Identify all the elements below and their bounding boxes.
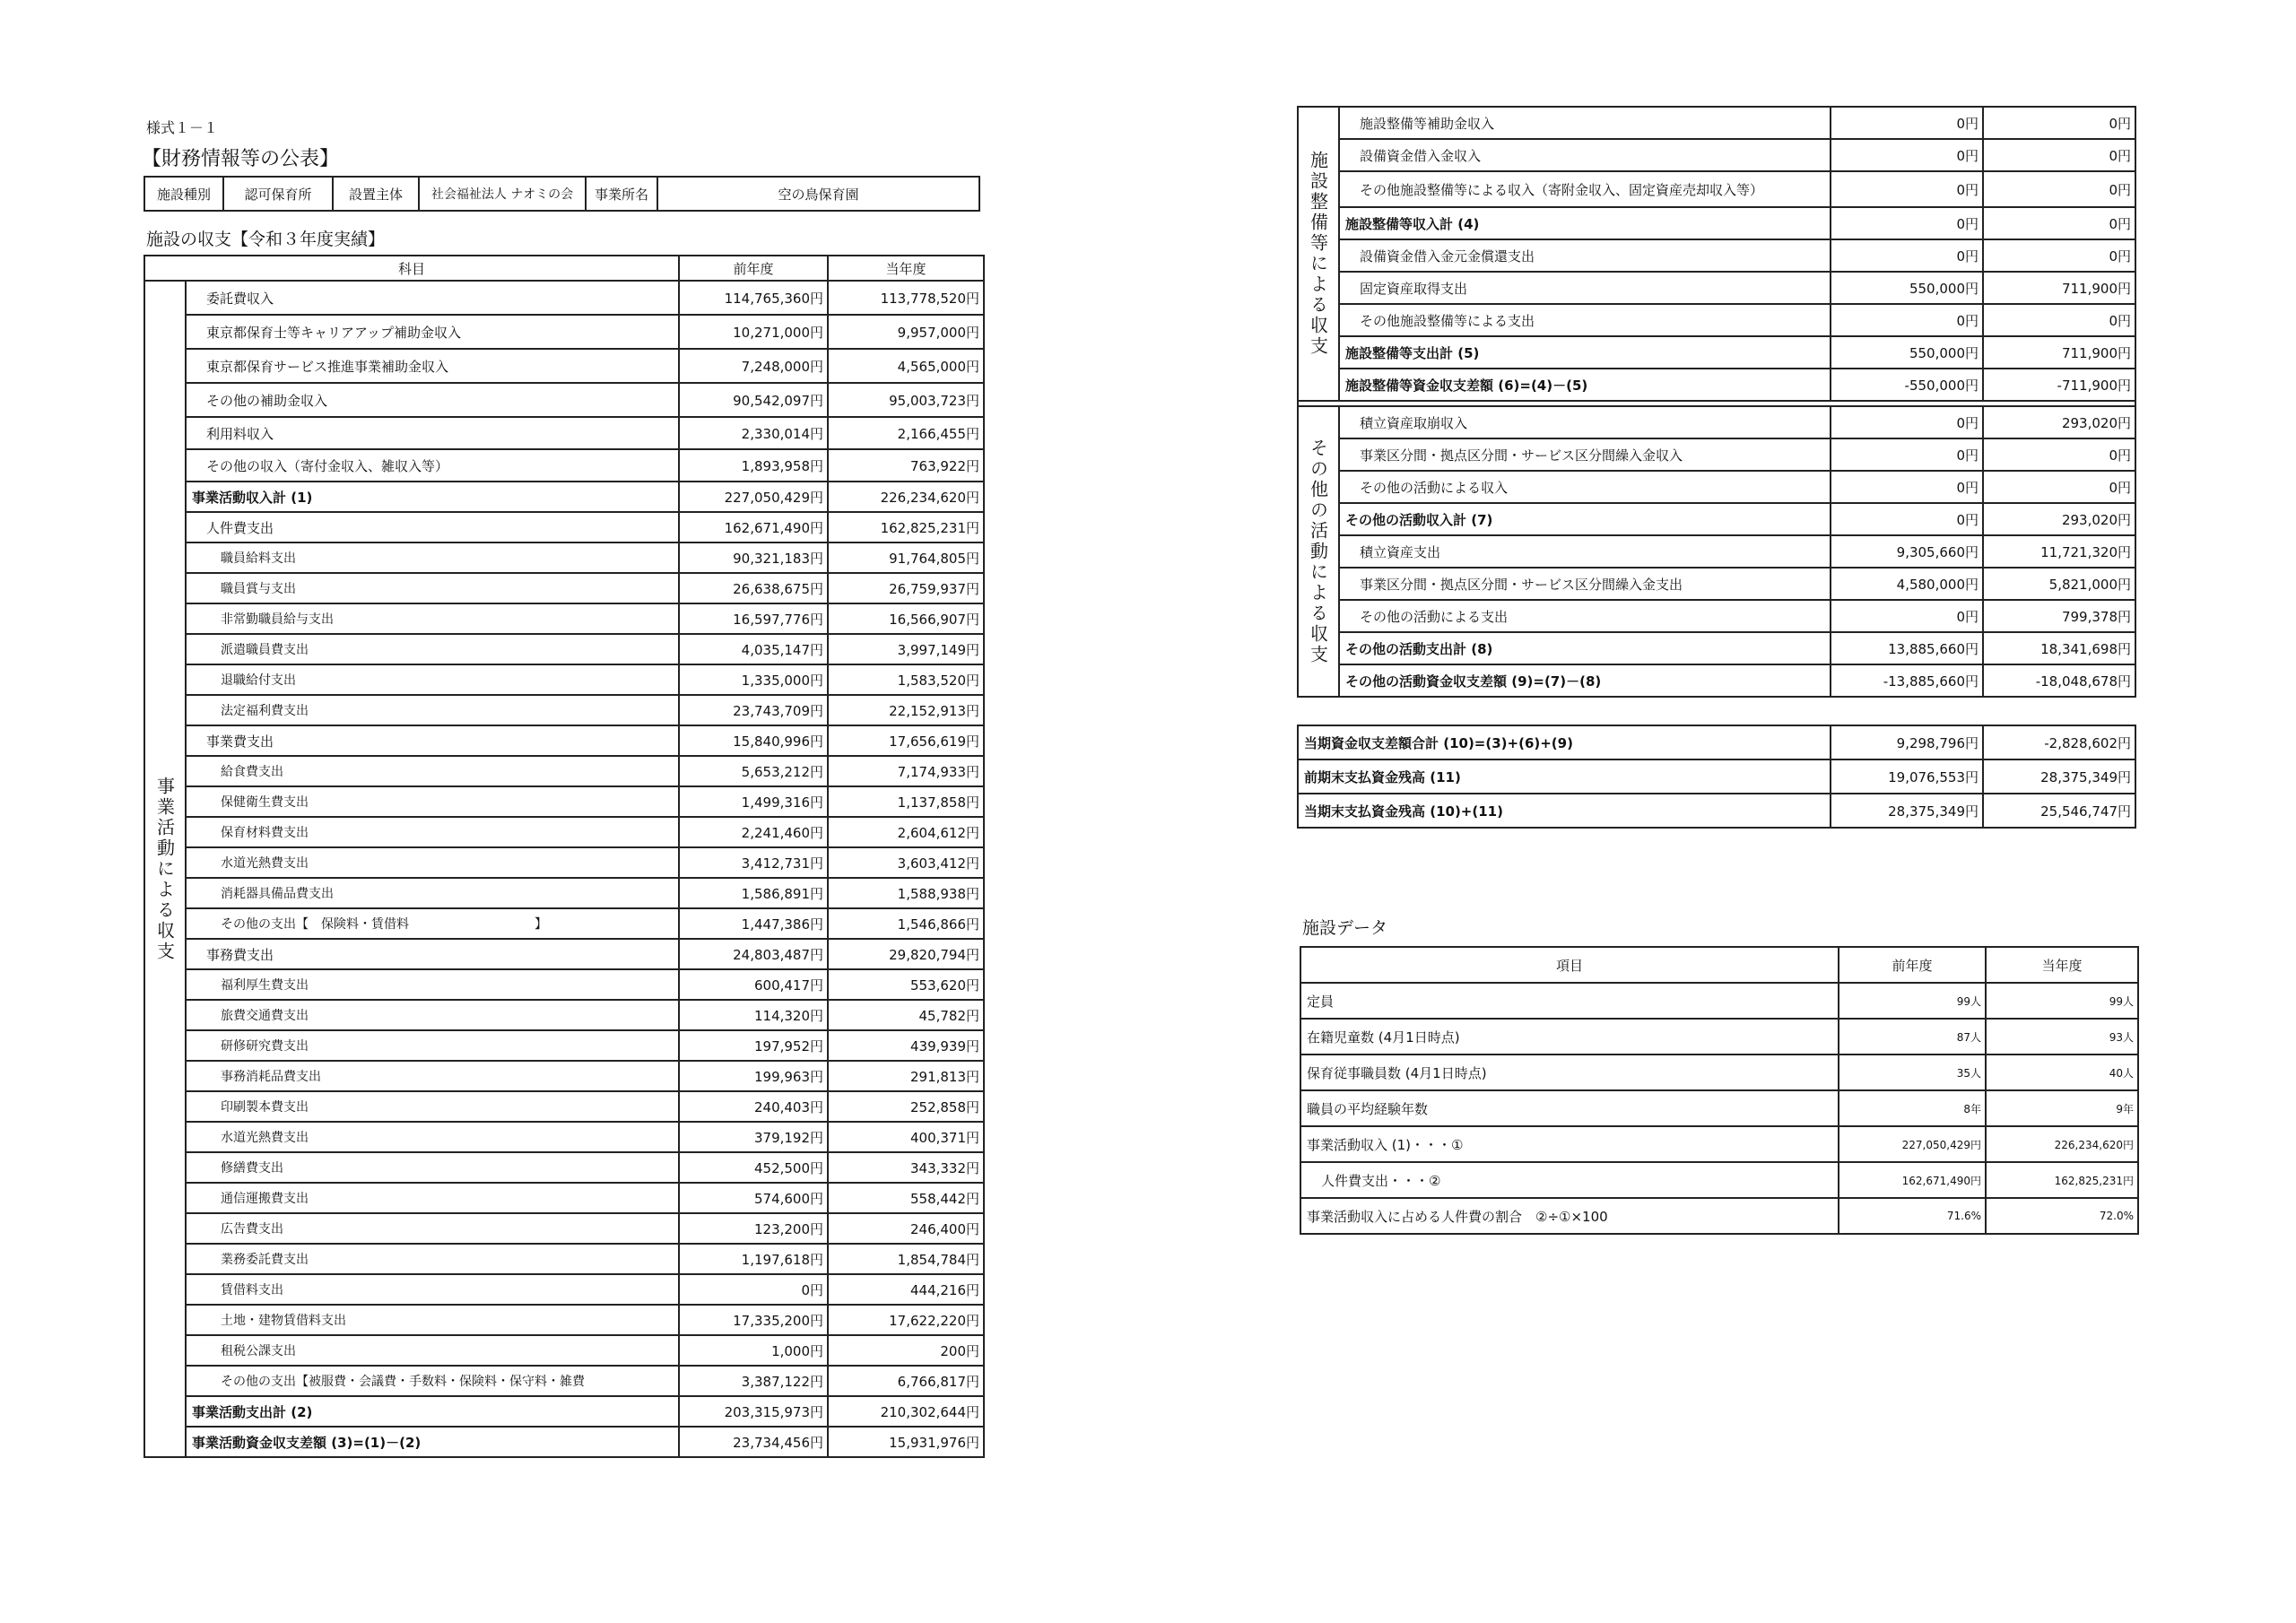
table-row [1298,438,2135,471]
row-label: 通信運搬費支出 [186,1183,679,1213]
table-row [1298,239,2135,272]
table-row [144,512,984,542]
row-curr-value: 293,020円 [1983,406,2135,438]
row-curr-value: 0円 [1983,107,2135,139]
table-row [1298,272,2135,304]
facilities-other-table [1297,106,2136,698]
table-row [1300,1055,2138,1090]
row-label: 積立資産取崩収入 [1339,406,1831,438]
row-prev-value: 1,197,618円 [679,1244,828,1274]
table-row [144,1274,984,1305]
row-curr-value: 291,813円 [828,1061,984,1091]
row-curr-value: 7,174,933円 [828,756,984,786]
row-curr-value: 18,341,698円 [1983,632,2135,664]
row-label: 設備資金借入金元金償還支出 [1339,239,1831,272]
row-curr-value: 95,003,723円 [828,383,984,417]
row-curr-value: 1,137,858円 [828,786,984,817]
row-label: その他の活動収入計 (7) [1339,503,1831,535]
row-prev-value: 7,248,000円 [679,349,828,383]
table-row [1300,1090,2138,1126]
table-row [144,786,984,817]
row-prev-value: 4,580,000円 [1831,568,1983,600]
row-prev-value: 550,000円 [1831,272,1983,304]
table-row [1298,207,2135,239]
table-row [1298,107,2135,139]
table-row [144,725,984,756]
row-curr-value: 17,656,619円 [828,725,984,756]
table-row [144,1122,984,1152]
row-prev-value: 17,335,200円 [679,1305,828,1335]
row-curr-value: 0円 [1983,207,2135,239]
row-curr-value: 17,622,220円 [828,1305,984,1335]
row-prev-value: 0円 [679,1274,828,1305]
row-prev-value: 99人 [1839,983,1986,1019]
row-label: 給食費支出 [186,756,679,786]
row-prev-value: 227,050,429円 [1839,1126,1986,1162]
table-row [144,573,984,603]
row-prev-value: 114,765,360円 [679,281,828,315]
row-prev-value: 19,076,553円 [1831,759,1983,794]
row-prev-value: 0円 [1831,503,1983,535]
row-prev-value: 1,586,891円 [679,878,828,908]
row-prev-value: 23,734,456円 [679,1427,828,1457]
row-prev-value: 0円 [1831,304,1983,336]
row-curr-value: 162,825,231円 [1986,1162,2138,1198]
table-row [144,878,984,908]
row-prev-value: 10,271,000円 [679,315,828,349]
office-name-value: 空の鳥保育園 [657,177,979,211]
table-row [144,1183,984,1213]
table-row [144,281,984,315]
table-row [144,1030,984,1061]
row-label: その他施設整備等による収入（寄附金収入、固定資産売却収入等） [1339,171,1831,207]
row-prev-value: 574,600円 [679,1183,828,1213]
row-curr-value: 1,588,938円 [828,878,984,908]
facility-data-table [1300,946,2139,1235]
row-label: 水道光熱費支出 [186,847,679,878]
row-prev-value: 203,315,973円 [679,1396,828,1427]
table-row [144,1427,984,1457]
row-label: 旅費交通費支出 [186,1000,679,1030]
row-label: 租税公課支出 [186,1335,679,1366]
row-prev-value: 13,885,660円 [1831,632,1983,664]
row-label: 人件費支出・・・② [1300,1162,1839,1198]
row-label: 広告費支出 [186,1213,679,1244]
fd-col-curr-header: 当年度 [1986,947,2138,983]
table-row [1298,632,2135,664]
row-prev-value: 3,412,731円 [679,847,828,878]
facilities-side-label: 施設整備等による収支 [1298,107,1339,401]
row-prev-value: 28,375,349円 [1831,794,1983,828]
row-label: 事務費支出 [186,939,679,969]
row-prev-value: 24,803,487円 [679,939,828,969]
row-curr-value: 1,583,520円 [828,664,984,695]
row-curr-value: 558,442円 [828,1183,984,1213]
row-curr-value: 2,166,455円 [828,417,984,449]
table-row [144,542,984,573]
row-curr-value: 11,721,320円 [1983,535,2135,568]
row-label: 在籍児童数 (4月1日時点) [1300,1019,1839,1055]
table-row [1298,471,2135,503]
row-label: 事業区分間・拠点区分間・サービス区分間繰入金支出 [1339,568,1831,600]
table-row [144,1061,984,1091]
row-prev-value: -13,885,660円 [1831,664,1983,697]
row-prev-value: 1,893,958円 [679,449,828,482]
row-label: 委託費収入 [186,281,679,315]
row-label: その他施設整備等による支出 [1339,304,1831,336]
row-curr-value: 439,939円 [828,1030,984,1061]
table-row [144,664,984,695]
table-row [144,1305,984,1335]
row-curr-value: 763,922円 [828,449,984,482]
operator-value: 社会福祉法人 ナオミの会 [419,177,586,211]
row-curr-value: 200円 [828,1335,984,1366]
row-curr-value: 711,900円 [1983,336,2135,369]
row-label: 施設整備等資金収支差額 (6)=(4)－(5) [1339,369,1831,401]
document-title: 【財務情報等の公表】 [142,148,340,170]
row-curr-value: 113,778,520円 [828,281,984,315]
row-label: 印刷製本費支出 [186,1091,679,1122]
row-prev-value: 227,050,429円 [679,482,828,512]
table-row [144,847,984,878]
table-row [1298,336,2135,369]
other-activities-body [1298,401,2135,697]
income-expense-table [144,255,985,1458]
row-curr-value: 246,400円 [828,1213,984,1244]
row-curr-value: 343,332円 [828,1152,984,1183]
row-prev-value: 0円 [1831,207,1983,239]
row-curr-value: 9,957,000円 [828,315,984,349]
row-label: その他の活動による支出 [1339,600,1831,632]
table-row [144,603,984,634]
row-curr-value: 0円 [1983,139,2135,171]
row-prev-value: 2,241,460円 [679,817,828,847]
other-activities-side-label: その他の活動による収支 [1298,406,1339,697]
row-prev-value: 240,403円 [679,1091,828,1122]
col-item-header: 科目 [144,256,679,281]
row-label: 当期資金収支差額合計 (10)=(3)+(6)+(9) [1298,725,1831,759]
row-label: 保育従事職員数 (4月1日時点) [1300,1055,1839,1090]
row-curr-value: 1,546,866円 [828,908,984,939]
row-prev-value: 0円 [1831,239,1983,272]
row-curr-value: 252,858円 [828,1091,984,1122]
row-prev-value: 379,192円 [679,1122,828,1152]
row-curr-value: -711,900円 [1983,369,2135,401]
col-prev-header: 前年度 [679,256,828,281]
table-row [144,695,984,725]
row-prev-value: 114,320円 [679,1000,828,1030]
row-curr-value: 0円 [1983,471,2135,503]
table-row [144,417,984,449]
row-label: 施設整備等補助金収入 [1339,107,1831,139]
row-label: 退職給付支出 [186,664,679,695]
table-row [144,482,984,512]
table-row [144,1335,984,1366]
form-number: 様式１－１ [146,119,219,136]
row-label: 職員給料支出 [186,542,679,573]
row-prev-value: 1,447,386円 [679,908,828,939]
facility-info-table [144,176,980,212]
row-label: 派遣職員費支出 [186,634,679,664]
row-prev-value: 15,840,996円 [679,725,828,756]
row-curr-value: 15,931,976円 [828,1427,984,1457]
row-curr-value: 226,234,620円 [1986,1126,2138,1162]
summary-table [1297,725,2136,829]
row-prev-value: 2,330,014円 [679,417,828,449]
row-curr-value: 16,566,907円 [828,603,984,634]
summary-body [1298,725,2135,828]
row-label: 法定福利費支出 [186,695,679,725]
row-curr-value: 293,020円 [1983,503,2135,535]
table-row [1298,664,2135,697]
row-label: 事業区分間・拠点区分間・サービス区分間繰入金収入 [1339,438,1831,471]
row-prev-value: 452,500円 [679,1152,828,1183]
table-row [144,1152,984,1183]
row-label: その他の活動による収入 [1339,471,1831,503]
fd-col-item-header: 項目 [1300,947,1839,983]
row-label: 保育材料費支出 [186,817,679,847]
table-row [144,1244,984,1274]
business-activities-side-label: 事業活動による収支 [144,281,186,1457]
row-label: その他の収入（寄付金収入、雑収入等） [186,449,679,482]
table-row [1298,139,2135,171]
row-label: 事業費支出 [186,725,679,756]
row-prev-value: 9,298,796円 [1831,725,1983,759]
facility-data-body [1300,983,2138,1234]
facility-type-value: 認可保育所 [223,177,333,211]
col-curr-header: 当年度 [828,256,984,281]
table-row [1300,1019,2138,1055]
row-curr-value: 29,820,794円 [828,939,984,969]
row-prev-value: 0円 [1831,171,1983,207]
row-curr-value: 711,900円 [1983,272,2135,304]
row-label: 事業活動収入に占める人件費の割合 ②÷①×100 [1300,1198,1839,1234]
row-prev-value: 16,597,776円 [679,603,828,634]
table-row [144,1000,984,1030]
row-curr-value: 72.0% [1986,1198,2138,1234]
table-row [144,969,984,1000]
table-row [144,383,984,417]
section-title: 施設の収支【令和３年度実績】 [146,230,386,249]
row-curr-value: 93人 [1986,1019,2138,1055]
row-label: 東京都保育サービス推進事業補助金収入 [186,349,679,383]
row-prev-value: 3,387,122円 [679,1366,828,1396]
row-label: 定員 [1300,983,1839,1019]
row-prev-value: 199,963円 [679,1061,828,1091]
row-curr-value: 210,302,644円 [828,1396,984,1427]
row-prev-value: 123,200円 [679,1213,828,1244]
table-row [1298,406,2135,438]
row-curr-value: 22,152,913円 [828,695,984,725]
table-row [144,1366,984,1396]
row-prev-value: 162,671,490円 [679,512,828,542]
row-prev-value: 600,417円 [679,969,828,1000]
row-curr-value: 45,782円 [828,1000,984,1030]
table-row [144,756,984,786]
row-prev-value: 5,653,212円 [679,756,828,786]
row-label: 事務消耗品費支出 [186,1061,679,1091]
row-curr-value: 0円 [1983,304,2135,336]
table-row [1298,759,2135,794]
row-prev-value: -550,000円 [1831,369,1983,401]
row-curr-value: 0円 [1983,438,2135,471]
table-row [1298,369,2135,401]
row-prev-value: 0円 [1831,107,1983,139]
row-prev-value: 0円 [1831,471,1983,503]
row-curr-value: -18,048,678円 [1983,664,2135,697]
table-row [144,449,984,482]
row-prev-value: 0円 [1831,406,1983,438]
row-curr-value: -2,828,602円 [1983,725,2135,759]
table-row [144,315,984,349]
row-curr-value: 3,603,412円 [828,847,984,878]
row-label: 積立資産支出 [1339,535,1831,568]
row-curr-value: 0円 [1983,239,2135,272]
row-label: 前期末支払資金残高 (11) [1298,759,1831,794]
row-curr-value: 91,764,805円 [828,542,984,573]
row-prev-value: 8年 [1839,1090,1986,1126]
row-label: 消耗器具備品費支出 [186,878,679,908]
row-label: 施設整備等支出計 (5) [1339,336,1831,369]
operator-label: 設置主体 [333,177,419,211]
row-curr-value: 0円 [1983,171,2135,207]
row-label: 利用料収入 [186,417,679,449]
table-row [144,817,984,847]
row-curr-value: 3,997,149円 [828,634,984,664]
row-curr-value: 6,766,817円 [828,1366,984,1396]
row-curr-value: 799,378円 [1983,600,2135,632]
row-prev-value: 162,671,490円 [1839,1162,1986,1198]
table-row [1300,1162,2138,1198]
row-label: 修繕費支出 [186,1152,679,1183]
row-label: 業務委託費支出 [186,1244,679,1274]
row-curr-value: 2,604,612円 [828,817,984,847]
table-row [1298,304,2135,336]
row-label: 設備資金借入金収入 [1339,139,1831,171]
facilities-body [1298,107,2135,401]
table-row [1300,1126,2138,1162]
table-row [144,1091,984,1122]
row-curr-value: 25,546,747円 [1983,794,2135,828]
row-prev-value: 1,335,000円 [679,664,828,695]
row-prev-value: 1,499,316円 [679,786,828,817]
row-curr-value: 400,371円 [828,1122,984,1152]
row-label: 職員賞与支出 [186,573,679,603]
row-prev-value: 0円 [1831,139,1983,171]
row-label: その他の支出【 保険料・賃借料 】 [186,908,679,939]
row-curr-value: 553,620円 [828,969,984,1000]
row-prev-value: 1,000円 [679,1335,828,1366]
row-label: 福利厚生費支出 [186,969,679,1000]
table-row [1298,794,2135,828]
table-row [144,1396,984,1427]
row-curr-value: 1,854,784円 [828,1244,984,1274]
income-expense-body [144,281,984,1457]
row-label: 当期末支払資金残高 (10)+(11) [1298,794,1831,828]
row-curr-value: 9年 [1986,1090,2138,1126]
row-prev-value: 26,638,675円 [679,573,828,603]
row-prev-value: 87人 [1839,1019,1986,1055]
row-label: 事業活動資金収支差額 (3)=(1)－(2) [186,1427,679,1457]
row-label: その他の活動支出計 (8) [1339,632,1831,664]
row-prev-value: 4,035,147円 [679,634,828,664]
row-label: 人件費支出 [186,512,679,542]
table-row [1298,725,2135,759]
row-label: 水道光熱費支出 [186,1122,679,1152]
row-prev-value: 71.6% [1839,1198,1986,1234]
row-prev-value: 9,305,660円 [1831,535,1983,568]
row-curr-value: 28,375,349円 [1983,759,2135,794]
row-label: 研修研究費支出 [186,1030,679,1061]
table-row [1298,503,2135,535]
row-curr-value: 226,234,620円 [828,482,984,512]
row-curr-value: 162,825,231円 [828,512,984,542]
facility-type-label: 施設種別 [144,177,223,211]
table-row [1298,171,2135,207]
row-prev-value: 0円 [1831,600,1983,632]
table-row [144,908,984,939]
row-prev-value: 90,542,097円 [679,383,828,417]
row-prev-value: 197,952円 [679,1030,828,1061]
row-label: 事業活動支出計 (2) [186,1396,679,1427]
table-row [1298,568,2135,600]
table-row [144,349,984,383]
table-row [144,634,984,664]
table-row [1300,1198,2138,1234]
facility-data-title: 施設データ [1302,918,1388,938]
row-label: 土地・建物賃借料支出 [186,1305,679,1335]
row-label: その他の活動資金収支差額 (9)=(7)－(8) [1339,664,1831,697]
row-curr-value: 5,821,000円 [1983,568,2135,600]
row-label: 事業活動収入計 (1) [186,482,679,512]
row-prev-value: 0円 [1831,438,1983,471]
table-row [1298,535,2135,568]
row-curr-value: 444,216円 [828,1274,984,1305]
row-label: 賃借料支出 [186,1274,679,1305]
office-name-label: 事業所名 [586,177,657,211]
row-label: 保健衛生費支出 [186,786,679,817]
row-prev-value: 90,321,183円 [679,542,828,573]
row-prev-value: 35人 [1839,1055,1986,1090]
row-label: 職員の平均経験年数 [1300,1090,1839,1126]
table-row [144,1213,984,1244]
table-row [1300,983,2138,1019]
row-label: その他の補助金収入 [186,383,679,417]
row-curr-value: 40人 [1986,1055,2138,1090]
fd-col-prev-header: 前年度 [1839,947,1986,983]
row-curr-value: 99人 [1986,983,2138,1019]
row-label: 東京都保育士等キャリアアップ補助金収入 [186,315,679,349]
row-label: 事業活動収入 (1)・・・① [1300,1126,1839,1162]
row-prev-value: 550,000円 [1831,336,1983,369]
row-curr-value: 4,565,000円 [828,349,984,383]
table-row [144,939,984,969]
row-label: 非常勤職員給与支出 [186,603,679,634]
row-prev-value: 23,743,709円 [679,695,828,725]
row-label: 固定資産取得支出 [1339,272,1831,304]
row-label: 施設整備等収入計 (4) [1339,207,1831,239]
row-label: その他の支出【被服費・会議費・手数料・保険料・保守料・雑費 [186,1366,679,1396]
table-row [1298,600,2135,632]
row-curr-value: 26,759,937円 [828,573,984,603]
